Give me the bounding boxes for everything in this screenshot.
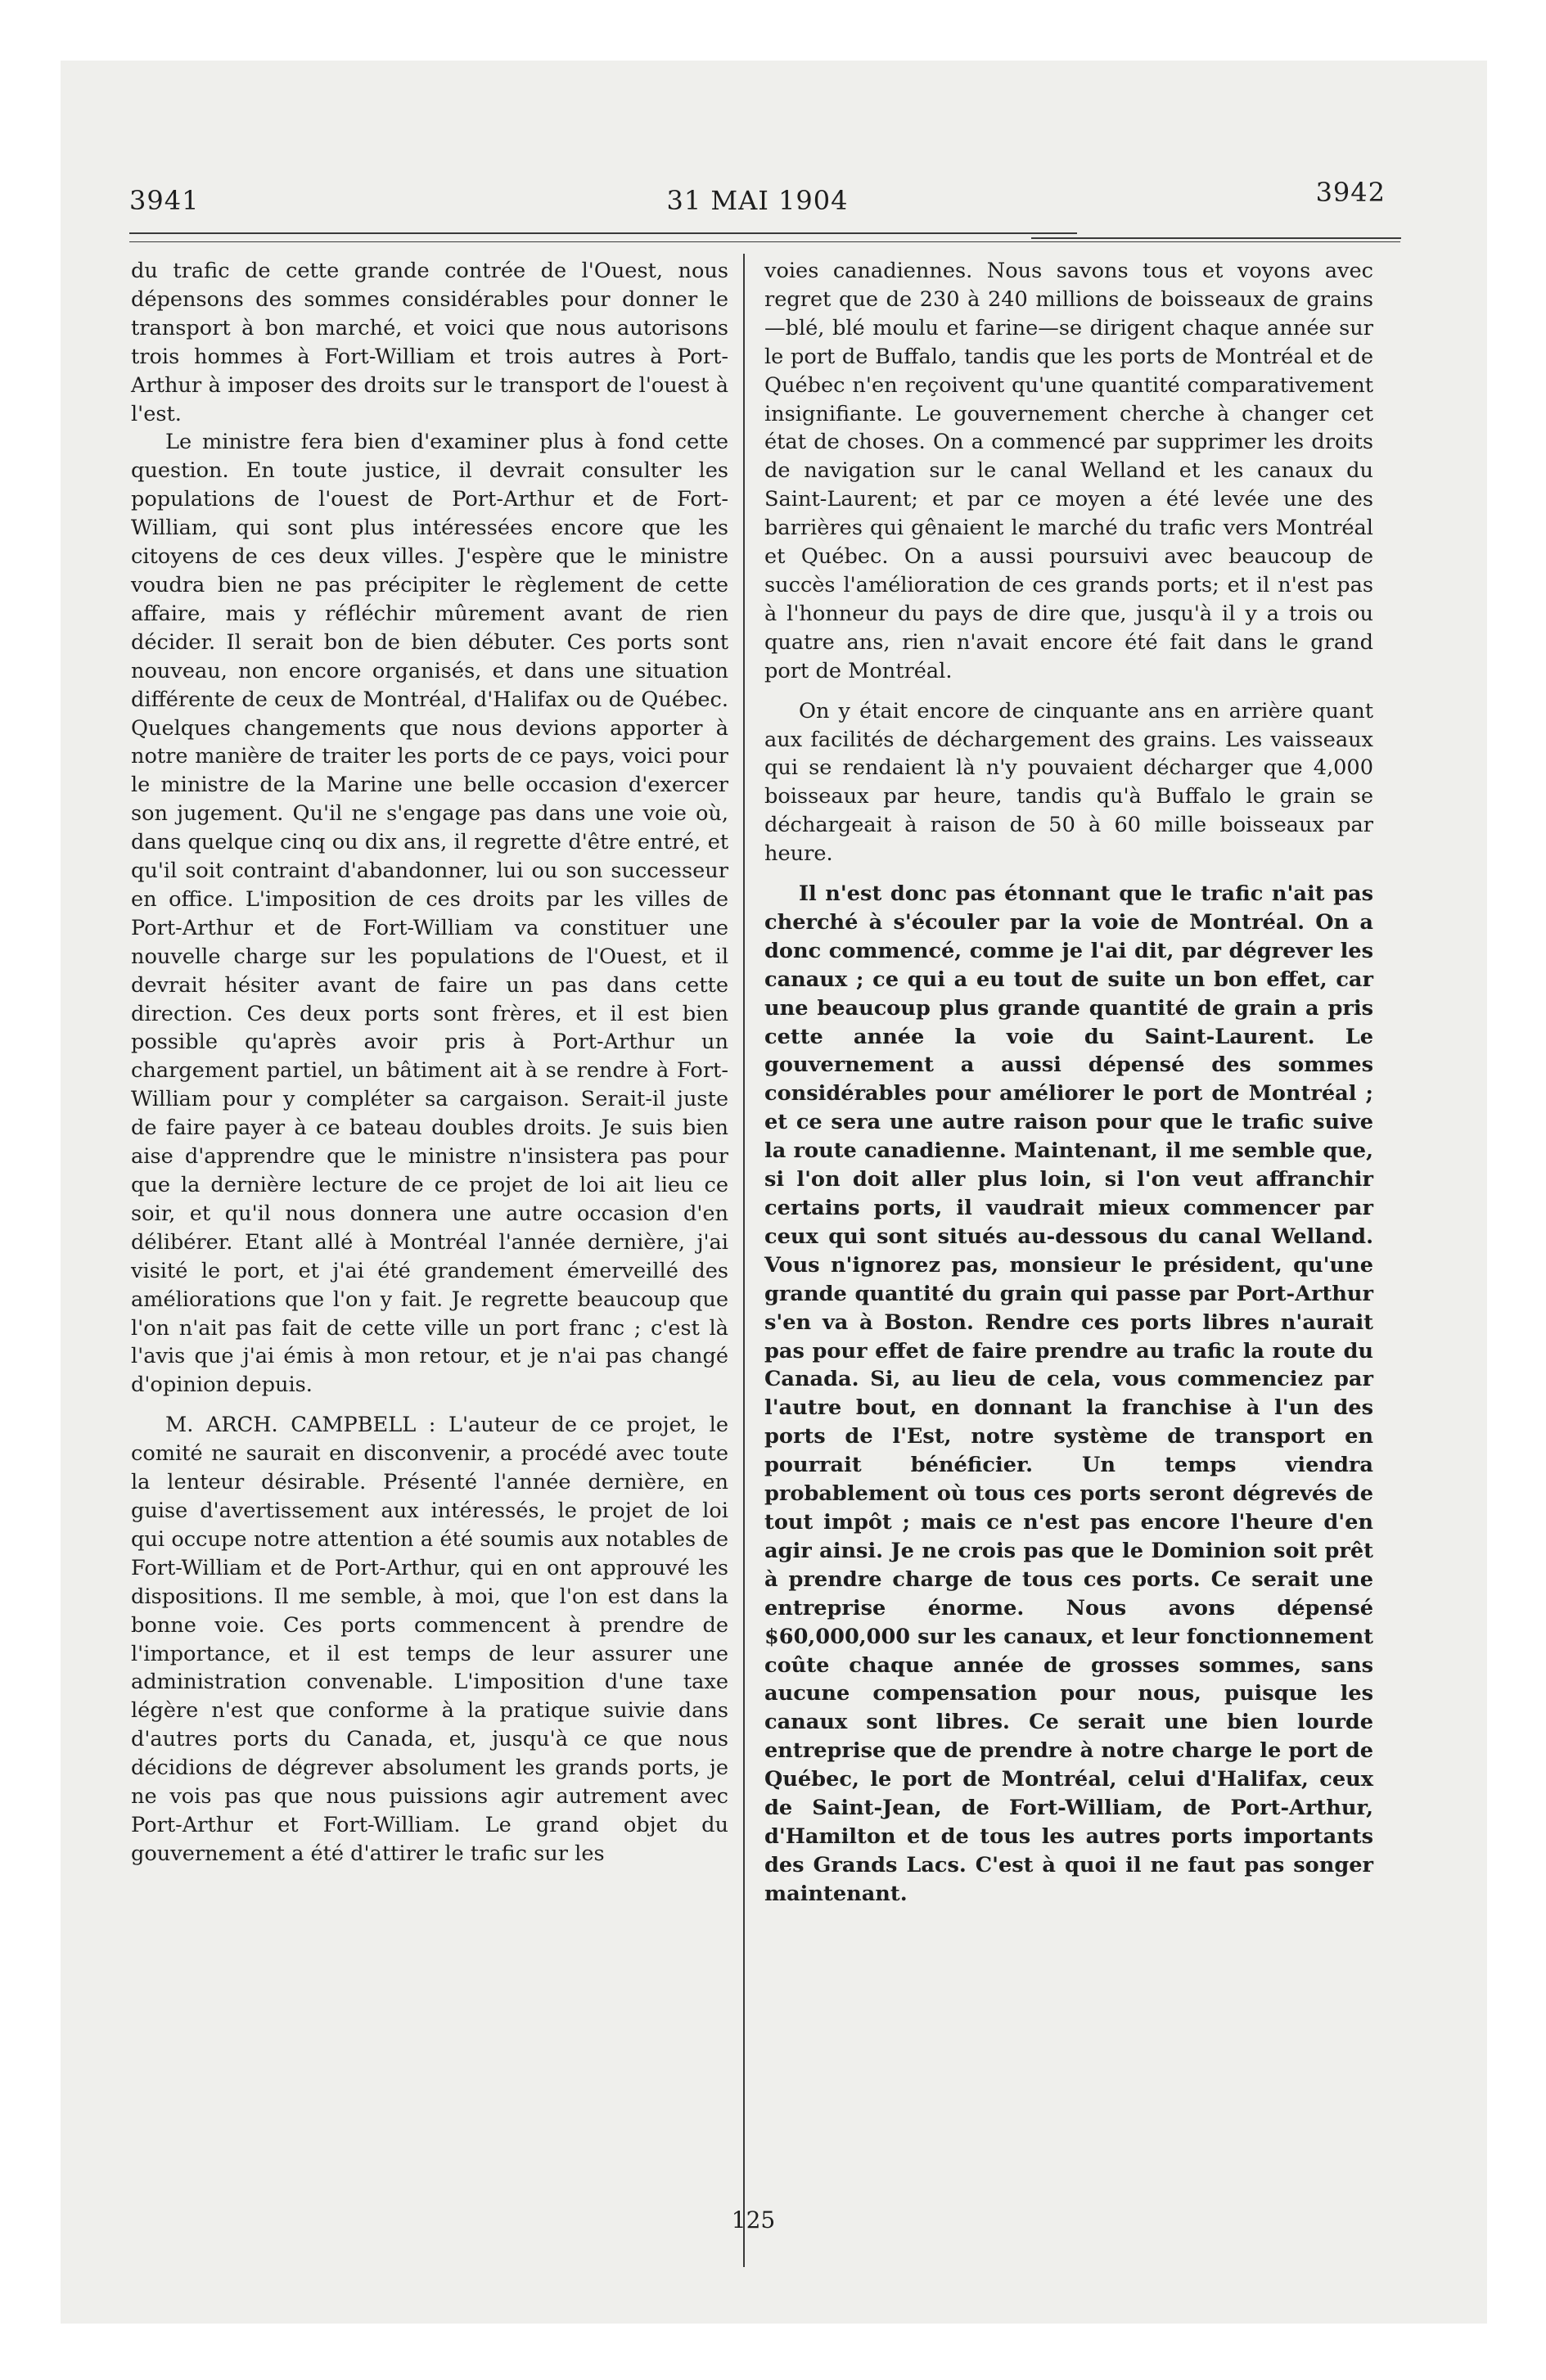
header-rule-right [1031, 237, 1401, 239]
left-paragraph-1: du trafic de cette grande contrée de l'Ouest, nous dépensons des sommes considérables pour donner le transport à bon marché, et voici que nous autorisons trois hommes à Fort-William et trois autres à Port-Arthur à imposer des droits sur le transport de l'ouest à l'est. [131, 259, 728, 426]
page-number-left: 3941 [129, 185, 200, 216]
right-paragraph-3: Il n'est donc pas étonnant que le trafic n'ait pas cherché à s'écouler par la voie de Montréal. On a donc commencé, comme je l'ai dit, par dégrever les canaux ; ce qui a eu tout de suite un bon effet, car une beaucoup plus grande quantité de grain a pris cette année la voie du Saint-Laurent. Le gouvernement a aussi dépensé des sommes considérables pour améliorer le port de Montréal ; et ce sera une autre raison pour que le trafic suive la route canadienne. Maintenant, il me semble que, si l'on doit aller plus loin, si l'on veut affranchir certains ports, il vaudrait mieux commencer par ceux qui sont situés au-dessous du canal Welland. Vous n'ignorez pas, monsieur le président, qu'une grande quantité du grain qui passe par Port-Arthur s'en va à Boston. Rendre ces ports libres n'aurait pas pour effet de faire prendre au trafic la route du Canada. Si, au lieu de cela, vous commenciez par l'autre bout, en donnant la franchise à l'un des ports de l'Est, notre système de transport en pourrait bénéficier. Un temps viendra probablement où tous ces ports seront dégrevés de tout impôt ; mais ce n'est pas encore l'heure d'en agir ainsi. Je ne crois pas que le Dominion soit prêt à prendre charge de tous ces ports. Ce serait une entreprise énorme. Nous avons dépensé $60,000,000 sur les canaux, et leur fonctionnement coûte chaque année de grosses sommes, sans aucune compensation pour nous, puisque les canaux sont libres. Ce serait une bien lourde entreprise que de prendre à notre charge le port de Québec, le port de Montréal, celui d'Halifax, ceux de Saint-Jean, de Fort-William, de Port-Arthur, d'Hamilton et de tous les autres ports importants des Grands Lacs. C'est à quoi il ne faut pas songer maintenant. [764, 881, 1373, 1906]
running-date-header: 31 MAI 1904 [666, 185, 849, 216]
header-rule-thin [129, 241, 1400, 242]
scanned-page [61, 61, 1487, 2324]
right-paragraph-1: voies canadiennes. Nous savons tous et voyons avec regret que de 230 à 240 millions de boisseaux de grains—blé, blé moulu et farine—se dirigent chaque année sur le port de Buffalo, tandis que les ports de Montréal et de Québec n'en reçoivent qu'une quantité comparativement insignifiante. Le gouvernement cherche à changer cet état de choses. On a commencé par supprimer les droits de navigation sur le canal Welland et les canaux du Saint-Laurent; et par ce moyen a été levée une des barrières qui gênaient le marché du trafic vers Montréal et Québec. On a aussi poursuivi avec beaucoup de succès l'amélioration de ces grands ports; et il n'est pas à l'honneur du pays de dire que, jusqu'à il y a trois ou quatre ans, rien n'avait encore été fait dans le grand port de Montréal. [764, 259, 1373, 683]
left-column [131, 257, 728, 1868]
right-paragraph-2: On y était encore de cinquante ans en arrière quant aux facilités de déchargement des grains. Les vaisseaux qui se rendaient là n'y pouvaient décharger que 4,000 boisseaux par heure, tandis qu'à Buffalo le grain se déchargeait à raison de 50 à 60 mille boisseaux par heure. [764, 698, 1373, 867]
footer-page-number: 125 [731, 2206, 776, 2234]
right-column [764, 257, 1373, 1909]
page-number-right: 3942 [1315, 177, 1386, 208]
left-paragraph-2: Le ministre fera bien d'examiner plus à fond cette question. En toute justice, il devrait consulter les populations de l'ouest de Port-Arthur et de Fort-William, qui sont plus intéressées encore que les citoyens de ces deux villes. J'espère que le ministre voudra bien ne pas précipiter le règlement de cette affaire, mais y réfléchir mûrement avant de rien décider. Il serait bon de bien débuter. Ces ports sont nouveau, non encore organisés, et dans une situation différente de ceux de Montréal, d'Halifax ou de Québec. Quelques changements que nous devions apporter à notre manière de traiter les ports de ce pays, voici pour le ministre de la Marine une belle occasion d'exercer son jugement. Qu'il ne s'engage pas dans une voie où, dans quelque cinq ou dix ans, il regrette d'être entré, et qu'il soit contraint d'abandonner, lui ou son successeur en office. L'imposition de ces droits par les villes de Port-Arthur et de Fort-William va constituer une nouvelle charge sur les populations de l'Ouest, et il devrait hésiter avant de faire un pas dans cette direction. Ces deux ports sont frères, et il est bien possible qu'après avoir pris à Port-Arthur un chargement partiel, un bâtiment ait à se rendre à Fort-William pour y compléter sa cargaison. Serait-il juste de faire payer à ce bateau doubles droits. Je suis bien aise d'apprendre que le ministre n'insistera pas pour que la dernière lecture de ce projet de loi ait lieu ce soir, et qu'il nous donnera une autre occasion d'en délibérer. Etant allé à Montréal l'année dernière, j'ai visité le port, et j'ai été grandement émerveillé des améliorations que l'on y fait. Je regrette beaucoup que l'on n'ait pas fait de cette ville un port franc ; c'est là l'avis que j'ai émis à mon retour, et je n'ai pas changé d'opinion depuis. [131, 430, 728, 1398]
left-paragraph-3: M. ARCH. CAMPBELL : L'auteur de ce projet, le comité ne saurait en disconvenir, a procédé avec toute la lenteur désirable. Présenté l'année dernière, en guise d'avertissement aux intéressés, le projet de loi qui occupe notre attention a été soumis aux notables de Fort-William et de Port-Arthur, qui en ont approuvé les dispositions. Il me semble, à moi, que l'on est dans la bonne voie. Ces ports commencent à prendre de l'importance, et il est temps de leur assurer une administration convenable. L'imposition d'une taxe légère n'est que conforme à la pratique suivie dans d'autres ports du Canada, et, jusqu'à ce que nous décidions de dégrever absolument les grands ports, je ne vois pas que nous puissions agir autrement avec Port-Arthur et Fort-William. Le grand objet du gouvernement a été d'attirer le trafic sur les [131, 1413, 728, 1866]
header-rule [129, 232, 1077, 234]
column-divider [743, 254, 745, 2267]
